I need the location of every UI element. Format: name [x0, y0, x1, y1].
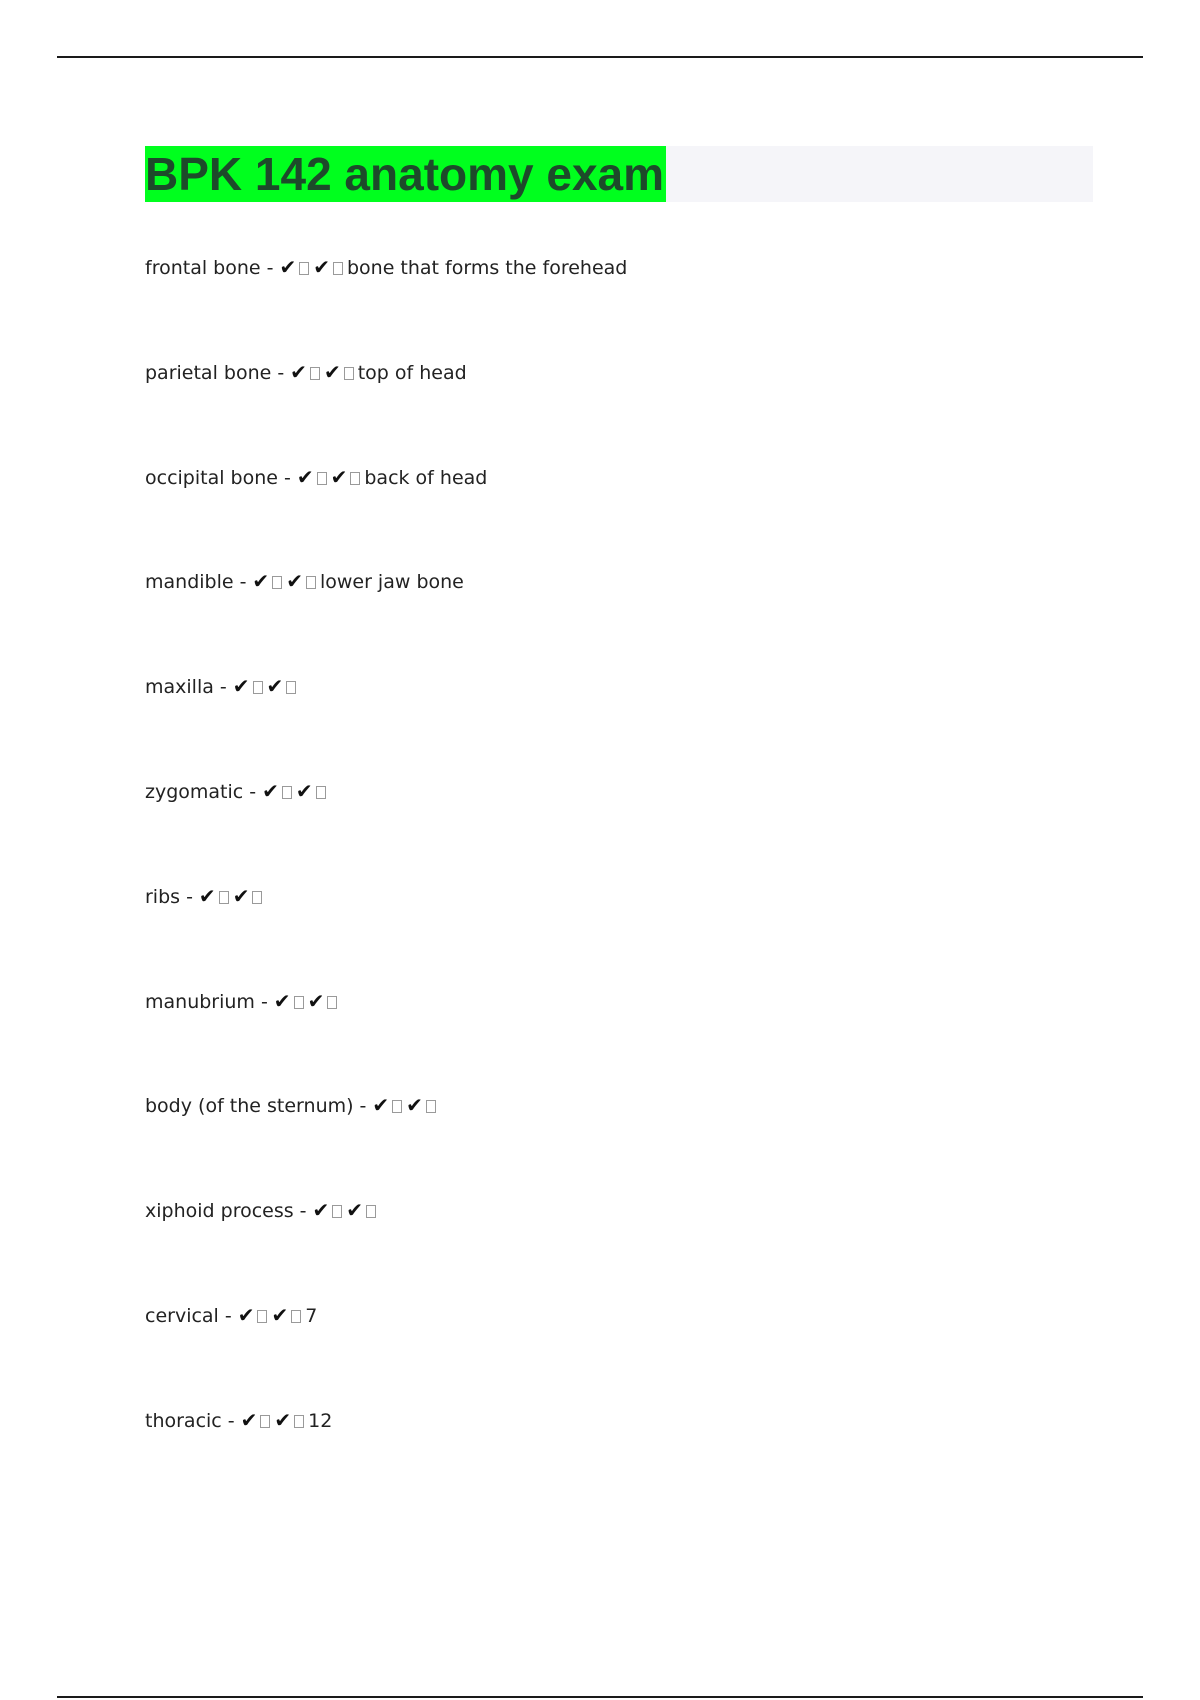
missing-glyph-box-icon [252, 891, 262, 904]
term: body (of the sternum) [145, 1095, 354, 1118]
list-item [145, 1193, 1095, 1298]
missing-glyph-box-icon [260, 1415, 270, 1428]
separator: - [299, 1200, 307, 1223]
check-icon: ✔ [198, 883, 216, 908]
check-icon: ✔ [313, 255, 330, 279]
term: manubrium [145, 990, 255, 1013]
check-icon: ✔ [266, 674, 284, 699]
missing-glyph-box-icon [316, 786, 326, 799]
missing-glyph-box-icon [344, 367, 354, 380]
document-title: BPK 142 anatomy exam [145, 148, 665, 200]
check-icon: ✔ [286, 569, 303, 594]
missing-glyph-box-icon [366, 1205, 376, 1218]
missing-glyph-box-icon [327, 996, 337, 1009]
missing-glyph-box-icon [333, 262, 343, 275]
definition: 7 [305, 1304, 318, 1327]
term: frontal bone [145, 257, 261, 279]
list-item [145, 984, 1095, 1089]
missing-glyph-box-icon [272, 576, 282, 589]
separator: - [227, 1409, 235, 1432]
check-icon: ✔ [274, 1407, 292, 1432]
missing-glyph-box-icon [286, 681, 296, 694]
check-icon: ✔ [296, 464, 314, 489]
list-item [145, 355, 1095, 460]
missing-glyph-box-icon [294, 1415, 304, 1428]
list-item [145, 669, 1095, 774]
check-icon: ✔ [290, 359, 307, 384]
missing-glyph-box-icon [426, 1100, 436, 1113]
missing-glyph-box-icon [332, 1205, 342, 1218]
check-icon: ✔ [262, 778, 279, 803]
term: cervical [145, 1304, 219, 1327]
check-icon: ✔ [273, 988, 291, 1013]
term: ribs [145, 885, 181, 908]
missing-glyph-box-icon [306, 576, 316, 589]
term: occipital bone [145, 466, 278, 489]
list-item [145, 1403, 1095, 1508]
check-icon: ✔ [346, 1198, 364, 1223]
check-icon: ✔ [295, 778, 313, 803]
list-item [145, 1298, 1095, 1403]
list-item [145, 250, 1095, 355]
separator: - [359, 1095, 367, 1118]
list-item [145, 564, 1095, 669]
check-icon: ✔ [406, 1093, 423, 1118]
separator: - [224, 1304, 232, 1327]
missing-glyph-box-icon [310, 367, 320, 380]
term: xiphoid process [145, 1200, 294, 1223]
term: thoracic [145, 1409, 222, 1432]
check-icon: ✔ [232, 674, 250, 699]
check-icon: ✔ [307, 988, 325, 1013]
missing-glyph-box-icon [291, 1310, 301, 1323]
term: parietal bone [145, 361, 272, 384]
check-icon: ✔ [232, 883, 250, 908]
definition: back of head [364, 466, 488, 489]
check-icon: ✔ [271, 1302, 289, 1327]
separator: - [239, 571, 247, 594]
list-item [145, 1088, 1095, 1193]
separator: - [219, 676, 227, 699]
list-item [145, 460, 1095, 565]
missing-glyph-box-icon [299, 262, 309, 275]
check-icon: ✔ [323, 359, 341, 384]
missing-glyph-box-icon [350, 472, 360, 485]
missing-glyph-box-icon [317, 472, 327, 485]
missing-glyph-box-icon [257, 1310, 267, 1323]
flashcard-list [145, 250, 1095, 1508]
separator: - [186, 885, 193, 908]
separator: - [277, 361, 285, 384]
term: maxilla [145, 676, 214, 699]
term: zygomatic [145, 780, 244, 803]
separator: - [283, 466, 291, 489]
footer-rule [57, 1696, 1143, 1698]
definition: lower jaw bone [319, 571, 464, 594]
header-rule [57, 56, 1143, 58]
missing-glyph-box-icon [392, 1100, 402, 1113]
definition: 12 [308, 1409, 333, 1432]
check-icon: ✔ [237, 1302, 255, 1327]
missing-glyph-box-icon [219, 891, 229, 904]
separator: - [249, 780, 257, 803]
missing-glyph-box-icon [282, 786, 292, 799]
check-icon: ✔ [330, 464, 348, 489]
check-icon: ✔ [240, 1407, 258, 1432]
separator: - [266, 257, 274, 279]
check-icon: ✔ [312, 1198, 330, 1223]
separator: - [260, 990, 268, 1013]
list-item [145, 879, 1095, 984]
definition: top of head [357, 361, 467, 384]
check-icon: ✔ [279, 255, 297, 279]
missing-glyph-box-icon [294, 996, 304, 1009]
missing-glyph-box-icon [253, 681, 263, 694]
check-icon: ✔ [372, 1093, 390, 1118]
list-item [145, 774, 1095, 879]
definition: bone that forms the forehead [346, 257, 628, 279]
term: mandible [145, 571, 234, 594]
check-icon: ✔ [252, 569, 270, 594]
